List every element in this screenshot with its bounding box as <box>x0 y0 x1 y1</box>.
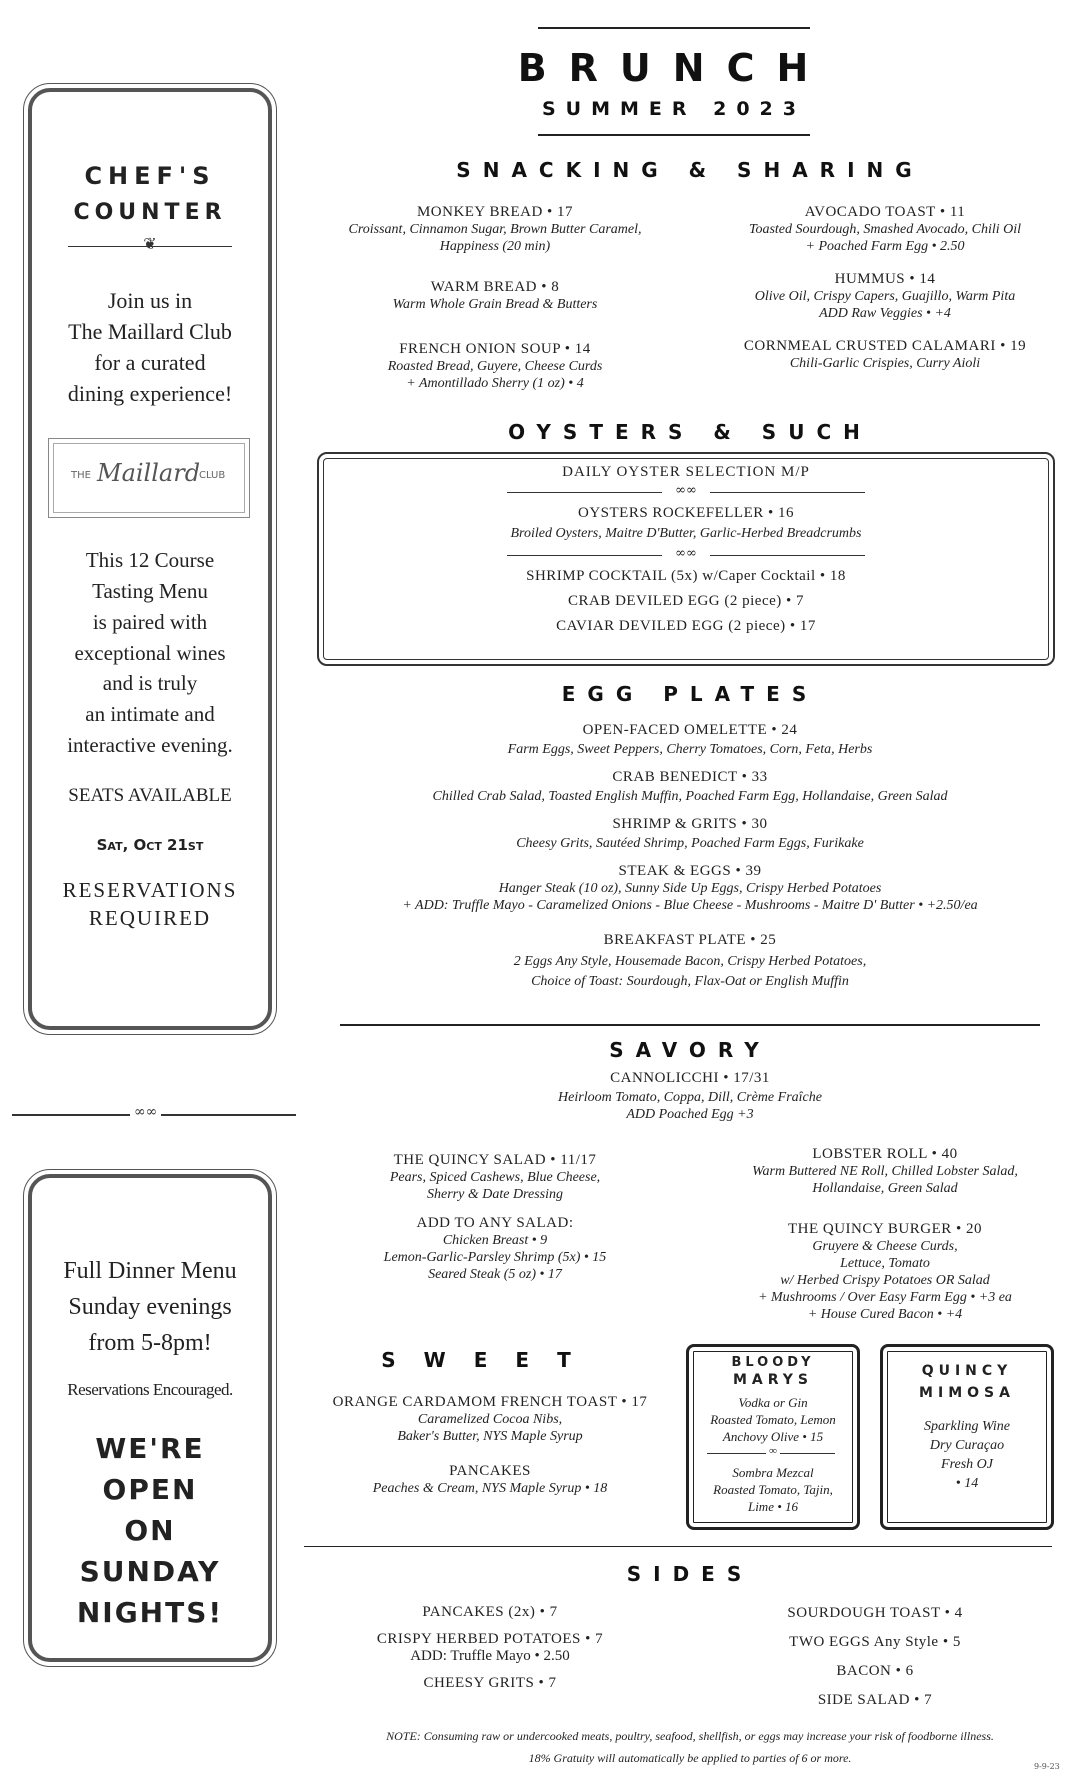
reservations-encouraged: Reservations Encouraged. <box>67 1380 233 1399</box>
chefs-body-3: is paired with <box>92 610 208 634</box>
heading-sweet: SWEET <box>381 1348 599 1372</box>
heading-snacking-sharing: SNACKING & SHARING <box>456 158 924 182</box>
chefs-intro-2: The Maillard Club <box>68 319 232 344</box>
sweet-list <box>260 1394 720 1497</box>
flourish-icon: ❦ <box>143 236 157 253</box>
chefs-counter-title-2: COUNTER <box>73 200 227 225</box>
heading-oysters-such: OYSTERS & SUCH <box>508 420 872 444</box>
cannolicchi-desc: ADD Poached Egg +3 <box>626 1107 754 1122</box>
menu-item-desc: Roasted Bread, Guyere, Cheese Curds <box>387 359 603 374</box>
quincy-mimosa-box <box>880 1344 1054 1530</box>
mimosa-line-4: • 14 <box>955 1476 979 1491</box>
pancakes-desc: Peaches & Cream, NYS Maple Syrup • 18 <box>372 1481 608 1496</box>
menu-item-name: HUMMUS • 14 <box>834 271 936 287</box>
sides-left <box>300 1604 680 1692</box>
heading-savory: SAVORY <box>609 1038 771 1062</box>
menu-item-name: OPEN-FACED OMELETTE • 24 <box>582 722 798 738</box>
chefs-counter-panel <box>28 88 272 1030</box>
bloody-title-2: MARYS <box>732 1372 813 1388</box>
menu-item-desc: + ADD: Truffle Mayo - Caramelized Onions - Blue Cheese - Mushrooms - Maitre D' Butter • +2.50/ea <box>402 898 978 913</box>
chefs-intro-3: for a curated <box>94 350 206 375</box>
quincy-salad-desc: Pears, Spiced Cashews, Blue Cheese, <box>389 1170 601 1185</box>
oysters-rockefeller: OYSTERS ROCKEFELLER • 16 <box>577 505 795 521</box>
side-item: SOURDOUGH TOAST • 4 <box>787 1605 963 1621</box>
open-line-3: ON <box>124 1514 176 1547</box>
orange-french-toast-desc: Baker's Butter, NYS Maple Syrup <box>397 1429 583 1444</box>
menu-item-name: SHRIMP & GRITS • 30 <box>612 816 768 832</box>
snacking-left <box>300 204 690 392</box>
menu-item-desc: + Poached Farm Egg • 2.50 <box>805 239 965 254</box>
add-to-salad: ADD TO ANY SALAD: <box>416 1215 574 1231</box>
quincy-salad: THE QUINCY SALAD • 11/17 <box>393 1152 597 1168</box>
chefs-intro-1: Join us in <box>107 288 193 313</box>
heading-sides: SIDES <box>626 1562 754 1586</box>
bloody-a-2: Roasted Tomato, Lemon <box>710 1412 836 1427</box>
add-salad-option: Lemon-Garlic-Parsley Shrimp (5x) • 15 <box>383 1250 607 1265</box>
menu-item-desc: Farm Eggs, Sweet Peppers, Cherry Tomatoes, Corn, Feta, Herbs <box>507 742 873 757</box>
bloody-b-1: Sombra Mezcal <box>732 1465 814 1480</box>
chefs-body-6: an intimate and <box>85 702 215 726</box>
side-item: SIDE SALAD • 7 <box>817 1692 933 1708</box>
mimosa-title-2: MIMOSA <box>919 1385 1015 1401</box>
cannolicchi-desc: Heirloom Tomato, Coppa, Dill, Crème Fraîche <box>558 1090 822 1105</box>
lobster-roll: LOBSTER ROLL • 40 <box>812 1146 958 1162</box>
bloody-a-1: Vodka or Gin <box>738 1395 808 1410</box>
sunday-line-1: Full Dinner Menu <box>63 1258 237 1284</box>
menu-item-name: FRENCH ONION SOUP • 14 <box>399 341 591 357</box>
bloody-marys-box <box>686 1344 860 1530</box>
sunday-line-2: Sunday evenings <box>68 1294 232 1320</box>
sides-right <box>690 1605 1060 1709</box>
mimosa-line-2: Dry Curaçao <box>929 1438 1005 1453</box>
reservations-required-1: RESERVATIONS <box>62 878 238 902</box>
footer-gratuity: 18% Gratuity will automatically be applied to parties of 6 or more. <box>528 1751 852 1765</box>
left-divider-ornament-icon: ∞∞ <box>130 1104 161 1120</box>
add-salad-option: Chicken Breast • 9 <box>442 1233 548 1248</box>
chefs-body-5: and is truly <box>102 671 198 695</box>
side-item: BACON • 6 <box>836 1663 914 1679</box>
menu-item-name: CRAB BENEDICT • 33 <box>612 769 768 785</box>
quincy-burger-desc: Gruyere & Cheese Curds, <box>812 1239 958 1254</box>
logo-club: CLUB <box>199 470 226 481</box>
menu-item-desc: Cheesy Grits, Sautéed Shrimp, Poached Farm Eggs, Furikake <box>516 836 864 851</box>
menu-item-desc: Hanger Steak (10 oz), Sunny Side Up Eggs, Crispy Herbed Potatoes <box>498 881 882 896</box>
bloody-a-3: Anchovy Olive • 15 <box>722 1429 824 1444</box>
open-line-4: SUNDAY <box>79 1555 221 1588</box>
quincy-burger-desc: + House Cured Bacon • +4 <box>807 1307 963 1322</box>
logo-maillard: Maillard <box>97 459 201 487</box>
oysters-rockefeller-desc: Broiled Oysters, Maitre D'Butter, Garlic-Herbed Breadcrumbs <box>510 526 862 541</box>
savory-right <box>690 1146 1080 1323</box>
chefs-body-4: exceptional wines <box>74 641 226 665</box>
sunday-line-3: from 5-8pm! <box>88 1330 212 1356</box>
quincy-burger-desc: w/ Herbed Crispy Potatoes OR Salad <box>780 1273 990 1288</box>
menu-item-desc: Olive Oil, Crispy Capers, Guajillo, Warm Pita <box>754 289 1016 304</box>
menu-subtitle: SUMMER 2023 <box>541 98 807 120</box>
bloody-b-2: Roasted Tomato, Tajin, <box>713 1482 833 1497</box>
cannolicchi: CANNOLICCHI • 17/31 <box>610 1070 770 1086</box>
open-line-1: WE'RE <box>95 1432 205 1465</box>
daily-oyster-selection: DAILY OYSTER SELECTION M/P <box>562 464 810 480</box>
sunday-panel <box>28 1174 272 1662</box>
menu-item-name: MONKEY BREAD • 17 <box>416 204 574 220</box>
open-line-5: NIGHTS! <box>76 1596 224 1629</box>
oyster-divider <box>317 481 1055 505</box>
chefs-counter-title-1: CHEF'S <box>84 162 216 190</box>
side-item: CHEESY GRITS • 7 <box>423 1675 557 1691</box>
side-item-desc: ADD: Truffle Mayo • 2.50 <box>410 1648 570 1664</box>
chefs-date: Sat, Oct 21st <box>96 836 204 854</box>
shrimp-cocktail: SHRIMP COCKTAIL (5x) w/Caper Cocktail • 18 <box>526 568 846 584</box>
quincy-burger-desc: + Mushrooms / Over Easy Farm Egg • +3 ea <box>758 1290 1012 1305</box>
oysters-content <box>317 464 1055 635</box>
menu-main-column <box>300 0 1080 1792</box>
mimosa-line-3: Fresh OJ <box>941 1457 993 1472</box>
chefs-body-1: This 12 Course <box>85 548 215 572</box>
chefs-body-7: interactive evening. <box>67 733 233 757</box>
menu-item-name: BREAKFAST PLATE • 25 <box>603 932 777 948</box>
divider-ornament-icon: ∞ <box>689 1445 857 1457</box>
footer-note: NOTE: Consuming raw or undercooked meats, poultry, seafood, shellfish, or eggs may increase your risk of foodborne illness. <box>386 1729 994 1743</box>
savory-left <box>300 1152 690 1283</box>
menu-title: BRUNCH <box>517 46 831 90</box>
add-salad-option: Seared Steak (5 oz) • 17 <box>428 1267 562 1282</box>
divider-ornament-icon: ∞∞ <box>662 483 710 498</box>
side-item: CRISPY HERBED POTATOES • 7 <box>376 1631 604 1647</box>
bloody-b-3: Lime • 16 <box>747 1499 799 1514</box>
menu-item-desc: Choice of Toast: Sourdough, Flax-Oat or English Muffin <box>531 974 849 989</box>
menu-item-desc: Toasted Sourdough, Smashed Avocado, Chili Oil <box>748 222 1022 237</box>
footer-code: 9-9-23 <box>1034 1762 1060 1771</box>
mimosa-line-1: Sparkling Wine <box>924 1419 1010 1434</box>
reservations-required-2: REQUIRED <box>88 906 212 930</box>
egg-plates-list <box>300 722 1080 990</box>
menu-item-desc: Chili-Garlic Crispies, Curry Aioli <box>789 356 981 371</box>
menu-item-name: STEAK & EGGS • 39 <box>618 863 762 879</box>
seats-available: SEATS AVAILABLE <box>68 785 232 806</box>
menu-item-desc: ADD Raw Veggies • +4 <box>819 306 951 321</box>
menu-item-desc: Happiness (20 min) <box>439 239 551 254</box>
oyster-divider <box>317 542 1055 568</box>
menu-item-desc: Warm Whole Grain Bread & Butters <box>392 297 598 312</box>
logo-the: THE <box>71 470 91 481</box>
chefs-body-2: Tasting Menu <box>92 579 208 603</box>
menu-item-name: WARM BREAD • 8 <box>430 279 560 295</box>
menu-item-desc: Croissant, Cinnamon Sugar, Brown Butter Caramel, <box>348 222 642 237</box>
menu-item-desc: + Amontillado Sherry (1 oz) • 4 <box>406 376 584 391</box>
crab-deviled-egg: CRAB DEVILED EGG (2 piece) • 7 <box>567 593 805 609</box>
chefs-intro-4: dining experience! <box>67 381 233 406</box>
egg-savory-rule <box>340 1024 1040 1026</box>
menu-item-name: AVOCADO TOAST • 11 <box>804 204 966 220</box>
mimosa-title-1: QUINCY <box>921 1363 1013 1379</box>
bloody-title-1: BLOODY <box>731 1355 815 1370</box>
orange-french-toast-desc: Caramelized Cocoa Nibs, <box>417 1412 563 1427</box>
side-item: TWO EGGS Any Style • 5 <box>789 1634 961 1650</box>
sides-rule <box>304 1546 1052 1547</box>
heading-egg-plates: EGG PLATES <box>561 682 819 706</box>
caviar-deviled-egg: CAVIAR DEVILED EGG (2 piece) • 17 <box>556 618 816 634</box>
divider-ornament-icon: ∞∞ <box>662 546 710 561</box>
maillard-club-logo <box>48 438 250 518</box>
quincy-salad-desc: Sherry & Date Dressing <box>427 1187 563 1202</box>
snacking-right <box>690 204 1080 372</box>
lobster-roll-desc: Warm Buttered NE Roll, Chilled Lobster Salad, <box>752 1164 1018 1179</box>
pancakes: PANCAKES <box>449 1463 531 1479</box>
side-item: PANCAKES (2x) • 7 <box>422 1604 558 1620</box>
quincy-burger: THE QUINCY BURGER • 20 <box>787 1221 983 1237</box>
menu-item-desc: 2 Eggs Any Style, Housemade Bacon, Crispy Herbed Potatoes, <box>513 954 867 969</box>
menu-item-name: CORNMEAL CRUSTED CALAMARI • 19 <box>743 338 1027 354</box>
cannolicchi-block <box>300 1070 1080 1123</box>
open-line-2: OPEN <box>102 1473 198 1506</box>
lobster-roll-desc: Hollandaise, Green Salad <box>812 1181 958 1196</box>
menu-item-desc: Chilled Crab Salad, Toasted English Muffin, Poached Farm Egg, Hollandaise, Green Salad <box>432 789 948 804</box>
quincy-burger-desc: Lettuce, Tomato <box>840 1256 930 1271</box>
orange-french-toast: ORANGE CARDAMOM FRENCH TOAST • 17 <box>332 1394 648 1410</box>
